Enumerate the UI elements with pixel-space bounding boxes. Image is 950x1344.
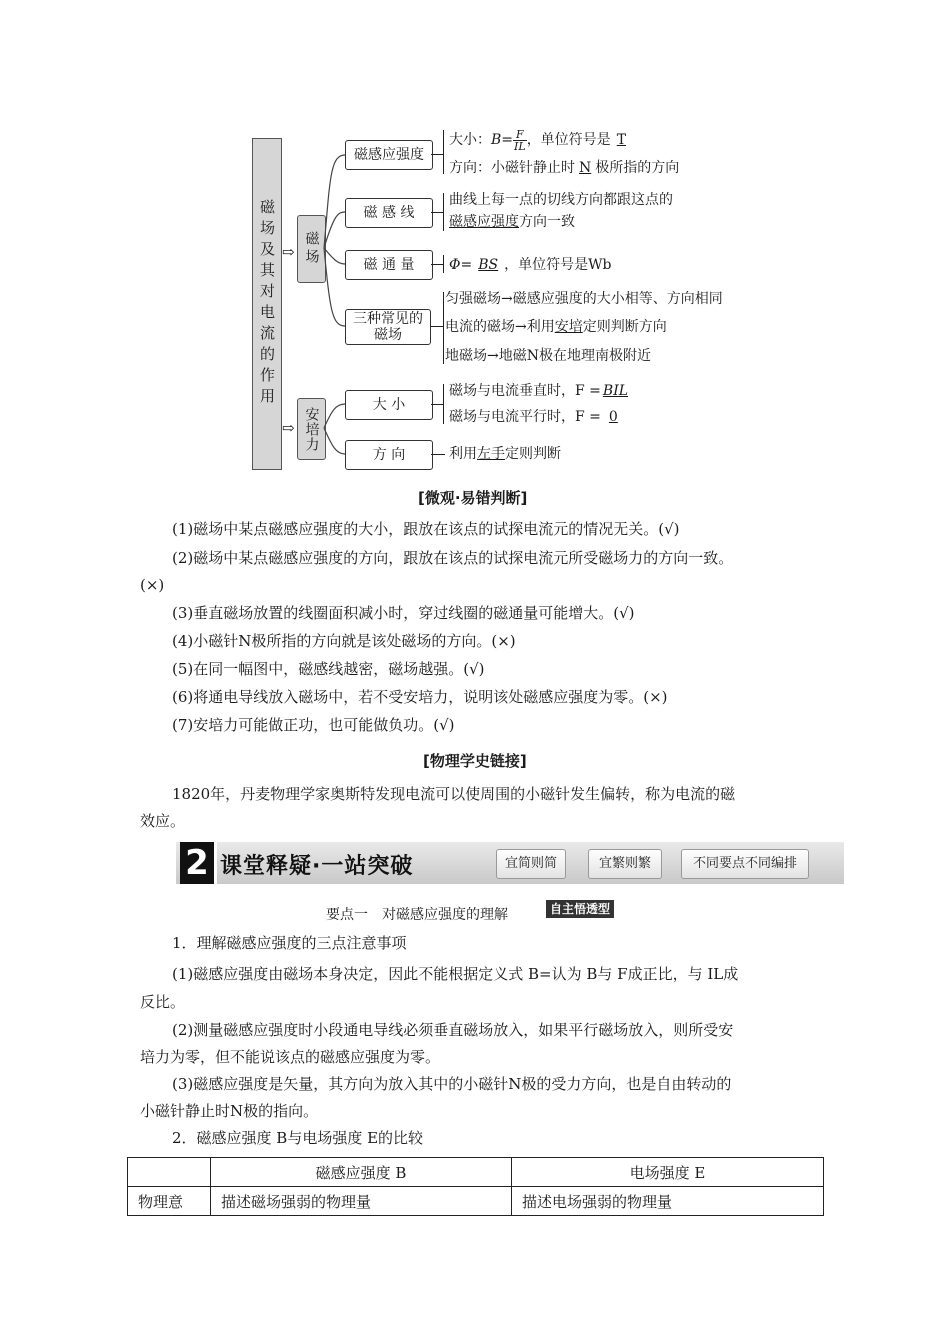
concept-label: 磁 通 量 — [363, 257, 415, 273]
table-header-cell: 磁感应强度 B — [211, 1158, 512, 1187]
point-one-line: 小磁针静止时N极的指向。 — [140, 1102, 319, 1120]
section-number: 2 — [180, 842, 217, 884]
numerator: F — [513, 129, 527, 141]
field-lines-line-1: 曲线上每一点的切线方向都跟这点的 — [449, 192, 673, 208]
text: 利用 — [449, 446, 477, 462]
formula: Φ= — [449, 257, 473, 273]
concept-label: 磁感应强度 — [354, 147, 424, 163]
micro-heading: [微观·易错判断] — [418, 489, 528, 507]
history-heading: [物理学史链接] — [423, 752, 527, 770]
bracket — [443, 193, 444, 231]
connector-size — [324, 404, 345, 428]
answer: BIL — [602, 383, 629, 399]
arrow-icon: ⇨ — [282, 243, 295, 261]
denominator: IL — [514, 139, 526, 153]
micro-item: (2)磁场中某点磁感应强度的方向，跟放在该点的试探电流元所受磁场力的方向一致。 — [172, 549, 734, 567]
bracket-tick — [431, 264, 443, 265]
ampere-force-label: 安培力 — [303, 406, 320, 452]
bracket — [443, 255, 444, 273]
text: 定则判断 — [505, 446, 561, 462]
text: 方向：小磁针静止时 — [449, 160, 575, 176]
micro-item: (×) — [140, 576, 165, 594]
answer: BS — [478, 257, 499, 273]
bracket-tick — [431, 154, 443, 155]
answer: 0 — [608, 409, 618, 425]
answer: 左手 — [477, 446, 505, 462]
answer: 安培 — [554, 319, 583, 335]
micro-item: (6)将通电导线放入磁场中，若不受安培力，说明该处磁感应强度为零。(×) — [172, 688, 668, 706]
magnetic-field-label: 磁场 — [303, 231, 320, 267]
table-header-cell: 电场强度 E — [512, 1158, 824, 1187]
arrow-icon: ⇨ — [282, 419, 295, 437]
micro-item: (7)安培力可能做正功，也可能做负功。(√) — [172, 716, 455, 734]
concept-label: 磁 感 线 — [363, 205, 415, 221]
micro-item: (3)垂直磁场放置的线圈面积减小时，穿过线圈的磁通量可能增大。(√) — [172, 604, 635, 622]
bracket-tick — [431, 212, 443, 213]
force-parallel-line — [449, 409, 626, 425]
answer: T — [616, 132, 627, 148]
concept-box-three-fields — [345, 309, 431, 345]
bracket-tick — [431, 326, 443, 327]
text: 定则判断方向 — [582, 319, 667, 335]
micro-item: (5)在同一幅图中，磁感线越密，磁场越强。(√) — [172, 660, 485, 678]
concept-label: 方 向 — [372, 447, 406, 463]
point-one-title: 要点一 对磁感应强度的理解 — [326, 907, 508, 923]
answer: N — [579, 160, 592, 176]
connector-b — [324, 155, 345, 248]
connector-lines — [0, 0, 950, 480]
fraction — [513, 129, 527, 152]
text: 方向一致 — [519, 214, 575, 230]
connector-direction — [324, 428, 345, 454]
concept-label: 三种常见的磁场 — [353, 311, 423, 343]
current-field-line — [445, 319, 667, 335]
force-perpendicular-line — [449, 383, 630, 399]
micro-item: (4)小磁针N极所指的方向就是该处磁场的方向。(×) — [172, 632, 516, 650]
bracket — [443, 130, 444, 174]
point-one-line: (2)测量磁感应强度时小段通电导线必须垂直磁场放入，如果平行磁场放入，则所受安 — [172, 1021, 734, 1039]
root-label: 磁场及其对电流的作用 — [258, 199, 276, 409]
concept-label: 大 小 — [372, 397, 406, 413]
text: ，单位符号是 — [526, 132, 611, 148]
bracket-tick — [431, 454, 445, 455]
bracket-tick — [431, 404, 443, 405]
point-one-tag: 自主悟透型 — [546, 900, 614, 918]
text: ，单位符号是Wb — [504, 257, 612, 273]
b-size-line — [449, 127, 632, 153]
concept-box-size — [345, 390, 433, 420]
uniform-field-line: 匀强磁场→磁感应强度的大小相等、方向相同 — [445, 291, 723, 307]
table-row — [128, 1187, 824, 1216]
banner-button-detailed[interactable]: 宜繁则繁 — [588, 849, 662, 879]
history-line: 效应。 — [140, 812, 186, 830]
concept-box-direction — [345, 440, 433, 470]
banner-button-varied[interactable]: 不同要点不同编排 — [681, 849, 809, 879]
point-one-line: (3)磁感应强度是矢量，其方向为放入其中的小磁针N极的受力方向，也是自由转动的 — [172, 1075, 732, 1093]
point-one-sub1: 1．理解磁感应强度的三点注意事项 — [172, 934, 407, 952]
connector-flux — [324, 248, 345, 264]
table-cell: 描述电场强弱的物理量 — [512, 1187, 824, 1216]
table-header-cell — [128, 1158, 211, 1187]
bracket — [443, 292, 444, 364]
bracket — [443, 384, 444, 424]
earth-field-line: 地磁场→地磁N极在地理南极附近 — [445, 348, 651, 364]
b-direction-line — [449, 160, 679, 176]
concept-box-flux — [345, 250, 433, 280]
banner-button-simple[interactable]: 宜简则简 — [496, 849, 566, 879]
formula: B= — [491, 132, 514, 148]
table-header-row — [128, 1158, 824, 1187]
comparison-table — [127, 1157, 824, 1216]
point-one-line: (1)磁感应强度由磁场本身决定，因此不能根据定义式 B=认为 B与 F成正比，与 IL成 — [172, 965, 739, 983]
history-line: 1820年，丹麦物理学家奥斯特发现电流可以使周围的小磁针发生偏转，称为电流的磁 — [172, 785, 736, 803]
flux-line — [449, 257, 611, 273]
text: 电流的磁场→利用 — [445, 319, 555, 335]
point-one-line: 反比。 — [140, 993, 186, 1011]
table-cell: 物理意 — [128, 1187, 211, 1216]
text: 大小： — [449, 132, 491, 148]
text: 磁场与电流平行时，F = — [449, 409, 601, 425]
answer: 磁感应强度 — [449, 214, 519, 230]
text: 极所指的方向 — [595, 160, 680, 176]
banner-title: 课堂释疑·一站突破 — [220, 854, 414, 879]
concept-box-field-lines — [345, 198, 433, 228]
text: 磁场与电流垂直时，F = — [449, 383, 601, 399]
point-one-sub2: 2．磁感应强度 B与电场强度 E的比较 — [172, 1129, 424, 1147]
micro-item: (1)磁场中某点磁感应强度的大小，跟放在该点的试探电流元的情况无关。(√) — [172, 520, 680, 538]
concept-box-b — [345, 140, 433, 170]
point-one-line: 培力为零，但不能说该点的磁感应强度为零。 — [140, 1048, 441, 1066]
field-lines-line-2 — [449, 214, 575, 230]
force-direction-line — [449, 446, 561, 462]
table-cell: 描述磁场强弱的物理量 — [211, 1187, 512, 1216]
